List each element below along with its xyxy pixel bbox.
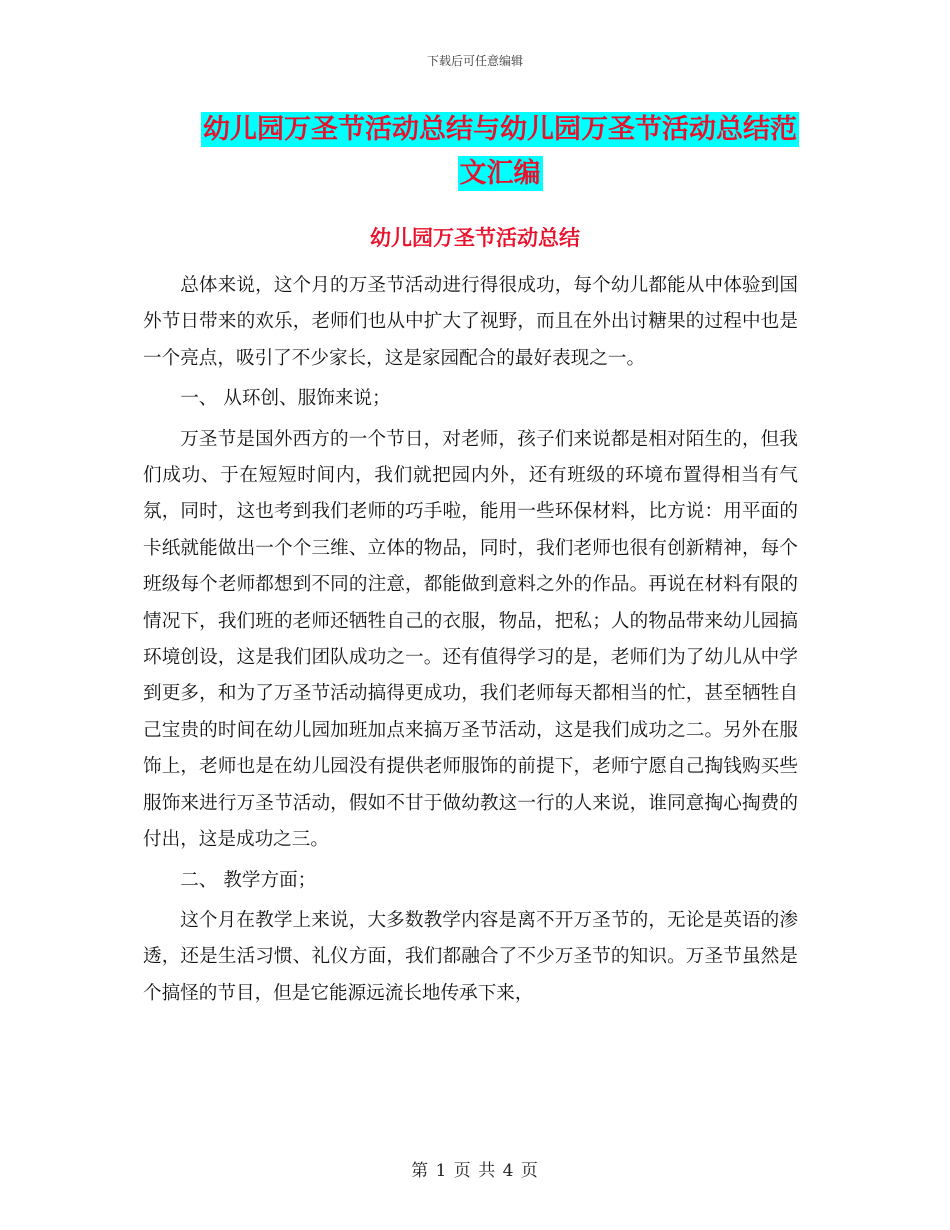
paragraph-intro: 总体来说，这个月的万圣节活动进行得很成功，每个幼儿都能从中体验到国外节日带来的欢乐，老师们也从中扩大了视野，而且在外出讨糖果的过程中也是一个亮点，吸引了不少家长，这是家园配合的最好表现之一。 [143, 275, 798, 369]
section-title: 幼儿园万圣节活动总结 [370, 225, 580, 250]
paragraph-teaching: 这个月在教学上来说，大多数教学内容是离不开万圣节的，无论是英语的渗透，还是生活习惯、礼仪方面，我们都融合了不少万圣节的知识。万圣节虽然是个搞怪的节目，但是它能源远流长地传承下来， [143, 909, 798, 1004]
subheading-environment-costume: 一、 从环创、服饰来说； [180, 388, 391, 410]
header-note: 下载后可任意编辑 [426, 54, 523, 68]
page-footer: 第 1 页 共 4 页 [411, 1161, 539, 1181]
subheading-teaching: 二、 教学方面； [180, 869, 317, 891]
document-title [190, 108, 810, 196]
document-title-text: 幼儿园万圣节活动总结与幼儿园万圣节活动总结范文汇编 [203, 114, 797, 189]
paragraph-environment-costume: 万圣节是国外西方的一个节日，对老师，孩子们来说都是相对陌生的，但我们成功、于在短短时间内，我们就把园内外，还有班级的环境布置得相当有气氛，同时，这也考到我们老师的巧手啦，能用一些环保材料，比方说：用平面的卡纸就能做出一个个三维、立体的物品，同时，我们老师也很有创新精神，每个班级每个老师都想到不同的注意，都能做到意料之外的作品。再说在材料有限的情况下，我们班的老师还牺牲自己的衣服，物品，把私；人的物品带来幼儿园搞环境创设，这是我们团队成功之一。还有值得学习的是，老师们为了幼儿从中学到更多，和为了万圣节活动搞得更成功，我们老师每天都相当的忙，甚至牺牲自己宝贵的时间在幼儿园加班加点来搞万圣节活动，这是我们成功之二。另外在服饰上，老师也是在幼儿园没有提供老师服饰的前提下，老师宁愿自己掏钱购买些服饰来进行万圣节活动，假如不甘于做幼教这一行的人来说，谁同意掏心掏费的付出，这是成功之三。 [143, 428, 798, 851]
document-body [143, 268, 798, 1012]
